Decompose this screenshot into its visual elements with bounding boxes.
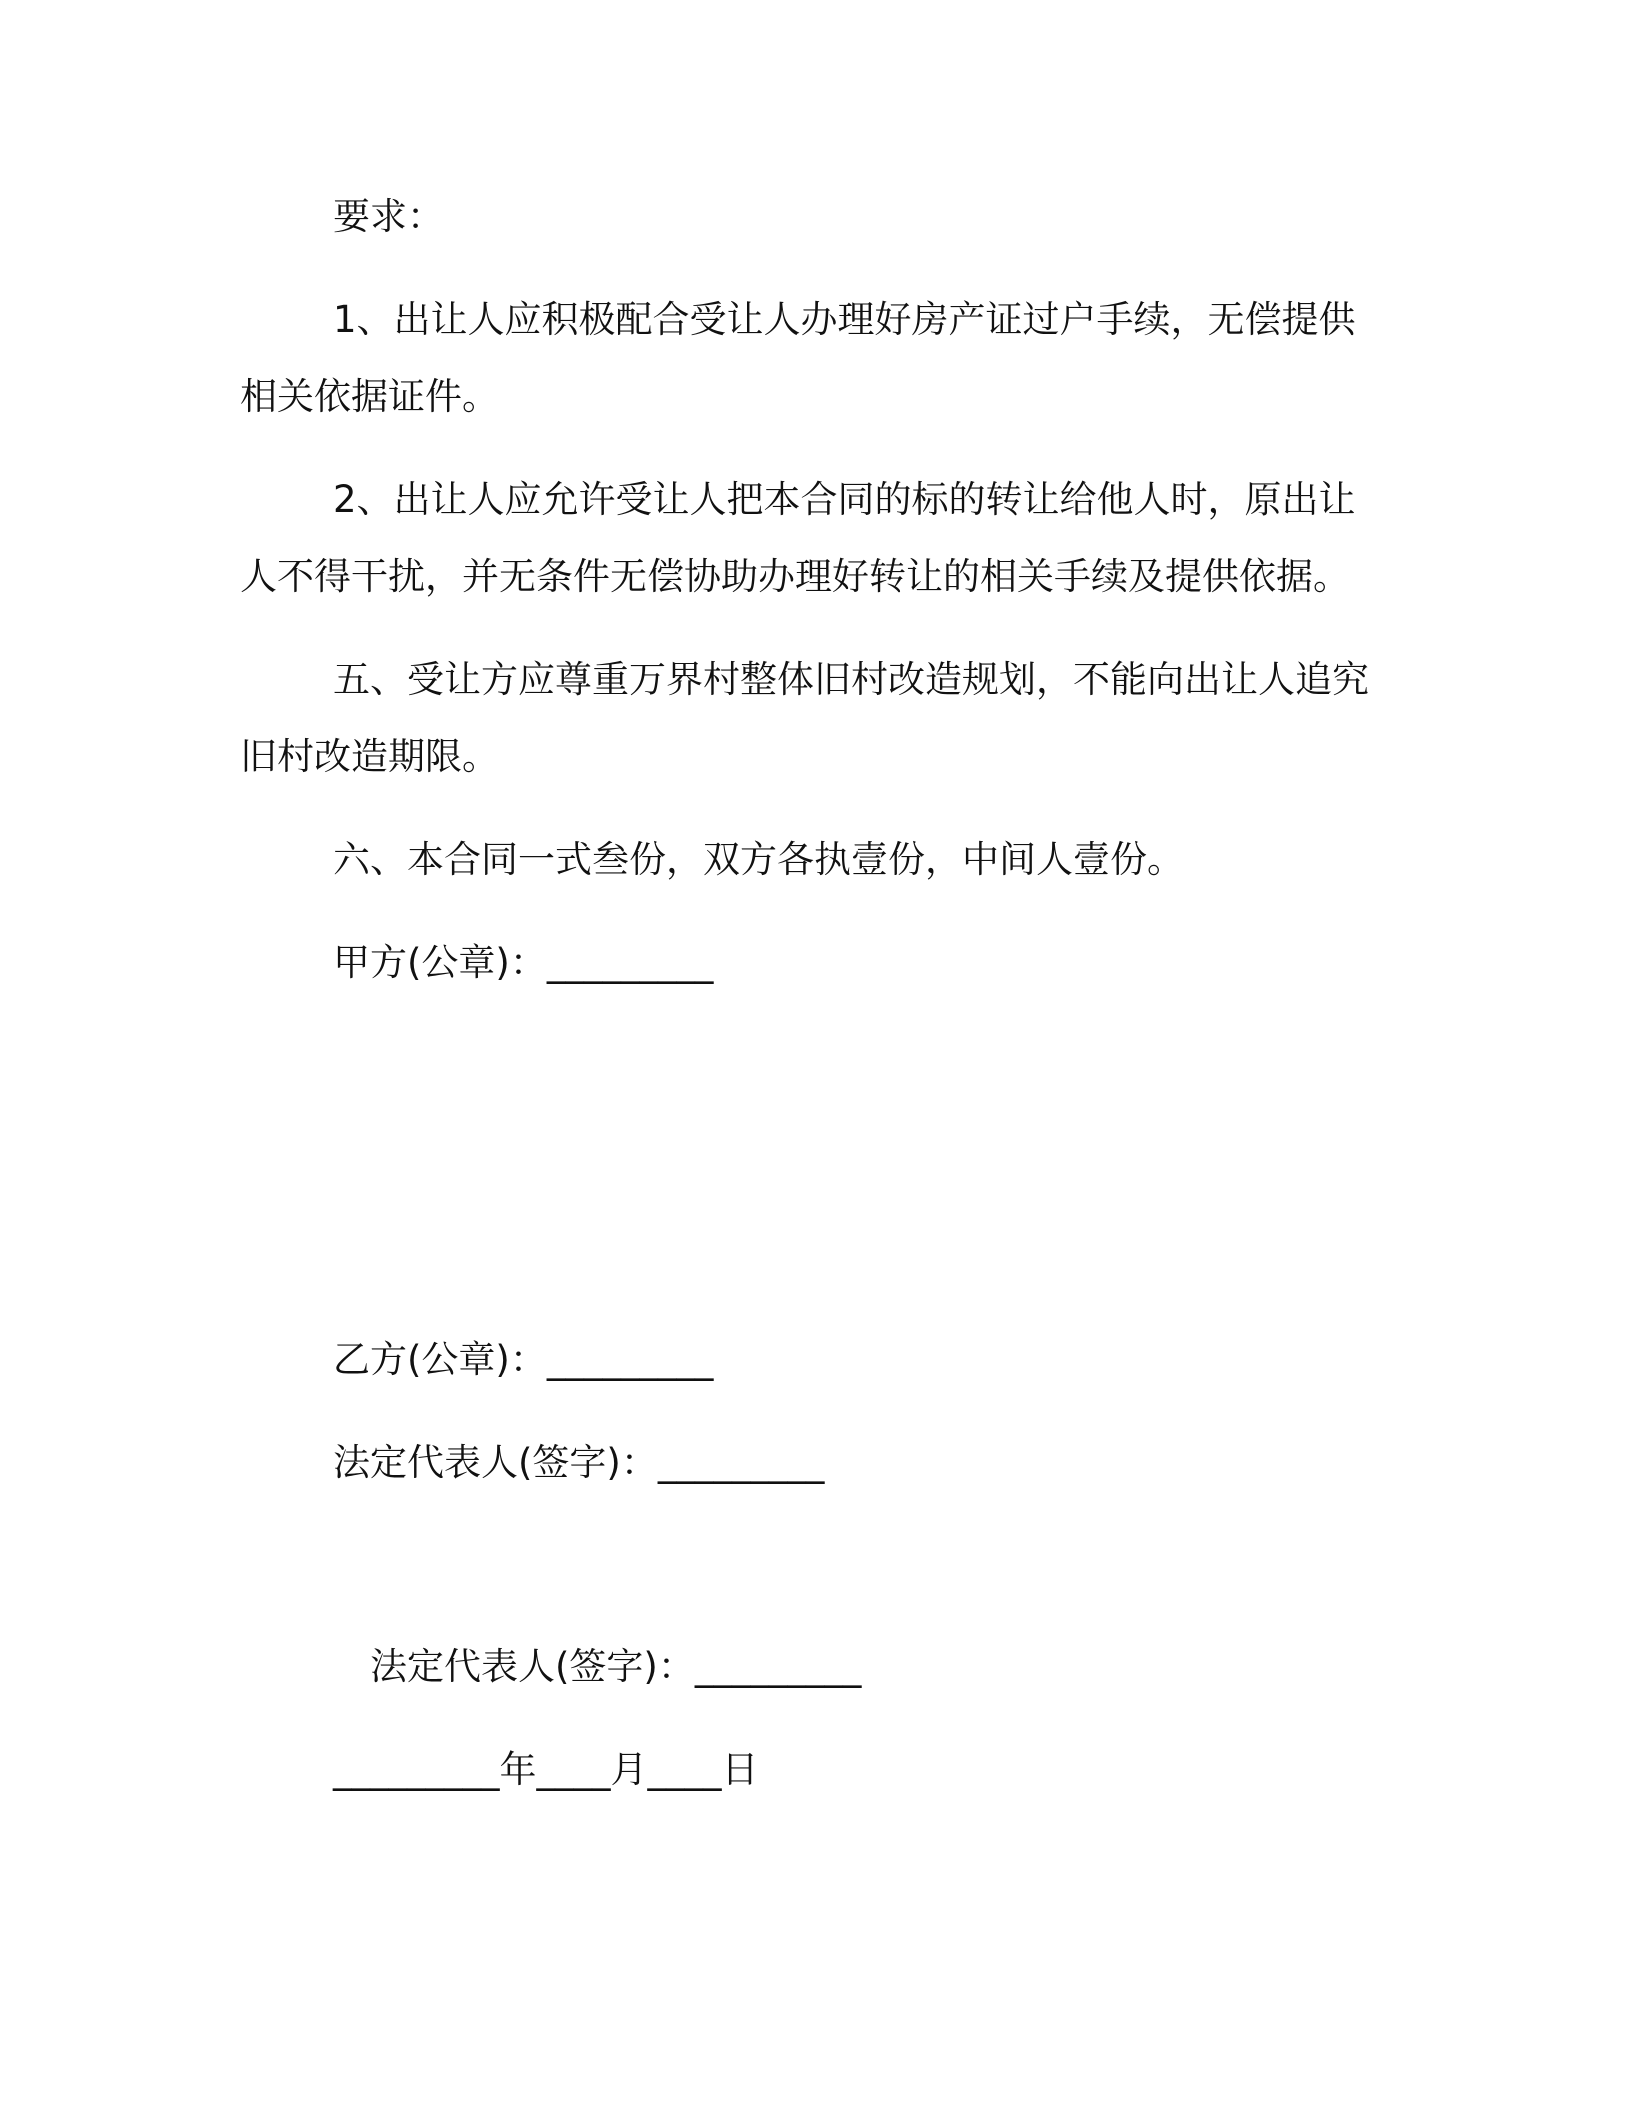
clause-5-line-2: 旧村改造期限。	[240, 735, 499, 778]
clause-6-line-1: 六、本合同一式叁份，双方各执壹份，中间人壹份。	[333, 838, 1184, 881]
clause-1-line-2: 相关依据证件。	[240, 375, 499, 418]
legal-rep-signature-1: 法定代表人(签字)：_________	[333, 1441, 825, 1484]
section-heading: 要求：	[333, 195, 444, 238]
party-a-signature: 甲方(公章)：_________	[333, 941, 714, 984]
clause-2-line-1: 2、出让人应允许受让人把本合同的标的转让给他人时，原出让	[333, 478, 1356, 521]
signature-date: _________年____月____日	[333, 1748, 759, 1791]
legal-rep-signature-2: 法定代表人(签字)：_________	[370, 1645, 862, 1688]
clause-2-line-2: 人不得干扰，并无条件无偿协助办理好转让的相关手续及提供依据。	[240, 555, 1350, 598]
clause-5-line-1: 五、受让方应尊重万界村整体旧村改造规划，不能向出让人追究	[333, 658, 1369, 701]
party-b-signature: 乙方(公章)：_________	[333, 1338, 714, 1381]
clause-1-line-1: 1、出让人应积极配合受让人办理好房产证过户手续，无偿提供	[333, 298, 1356, 341]
